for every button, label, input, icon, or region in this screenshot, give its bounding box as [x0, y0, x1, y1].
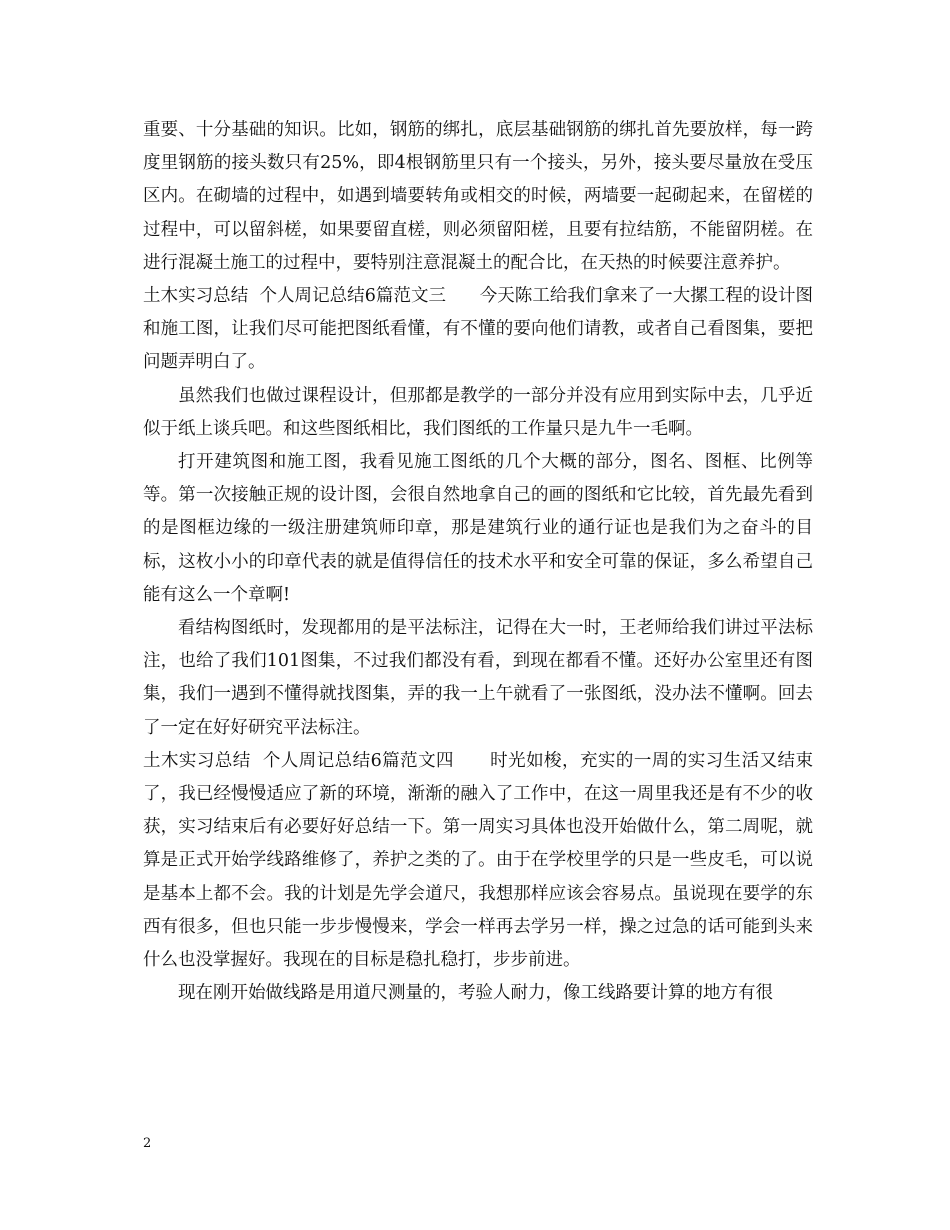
- document-body: [143, 114, 813, 1010]
- section-heading-paragraph: 土木实习总结 个人周记总结6篇范文三 今天陈工给我们拿来了一大摞工程的设计图和施工图，让我们尽可能把图纸看懂，有不懂的要向他们请教，或者自己看图集，要把问题弄明白了。: [143, 286, 813, 373]
- paragraph: 打开建筑图和施工图，我看见施工图纸的几个大概的部分，图名、图框、比例等等。第一次接触正规的设计图，会很自然地拿自己的画的图纸和它比较，首先最先看到的是图框边缘的一级注册建筑师印章，那是建筑行业的通行证也是我们为之奋斗的目标，这枚小小的印章代表的就是值得信任的技术水平和安全可靠的保证，多么希望自己能有这么一个章啊!: [143, 452, 813, 605]
- section-heading-paragraph: 土木实习总结 个人周记总结6篇范文四 时光如梭，充实的一周的实习生活又结束了，我已经慢慢适应了新的环境，渐渐的融入了工作中，在这一周里我还是有不少的收获，实习结束后有必要好好总结一下。第一周实习具体也没开始做什么，第二周呢，就算是正式开始学线路维修了，养护之类的了。由于在学校里学的只是一些皮毛，可以说是基本上都不会。我的计划是先学会道尺，我想那样应该会容易点。虽说现在要学的东西有很多，但也只能一步步慢慢来，学会一样再去学另一样，操之过急的话可能到头来什么也没掌握好。我现在的目标是稳扎稳打，步步前进。: [143, 750, 813, 971]
- page-number: 2: [143, 1136, 152, 1151]
- paragraph: 现在刚开始做线路是用道尺测量的，考验人耐力，像工线路要计算的地方有很: [178, 983, 773, 1004]
- paragraph: 虽然我们也做过课程设计，但那都是教学的一部分并没有应用到实际中去，几乎近似于纸上谈兵吧。和这些图纸相比，我们图纸的工作量只是九牛一毛啊。: [143, 385, 813, 439]
- paragraph: 重要、十分基础的知识。比如，钢筋的绑扎，底层基础钢筋的绑扎首先要放样，每一跨度里钢筋的接头数只有25%，即4根钢筋里只有一个接头，另外，接头要尽量放在受压区内。在砌墙的过程中，如遇到墙要转角或相交的时候，两墙要一起砌起来，在留槎的过程中，可以留斜槎，如果要留直槎，则必须留阳槎，且要有拉结筋，不能留阴槎。在进行混凝土施工的过程中，要特别注意混凝土的配合比，在天热的时候要注意养护。: [143, 120, 813, 273]
- paragraph: 看结构图纸时，发现都用的是平法标注，记得在大一时，王老师给我们讲过平法标注，也给了我们101图集，不过我们都没有看，到现在都看不懂。还好办公室里还有图集，我们一遇到不懂得就找图集，弄的我一上午就看了一张图纸，没办法不懂啊。回去了一定在好好研究平法标注。: [143, 618, 813, 738]
